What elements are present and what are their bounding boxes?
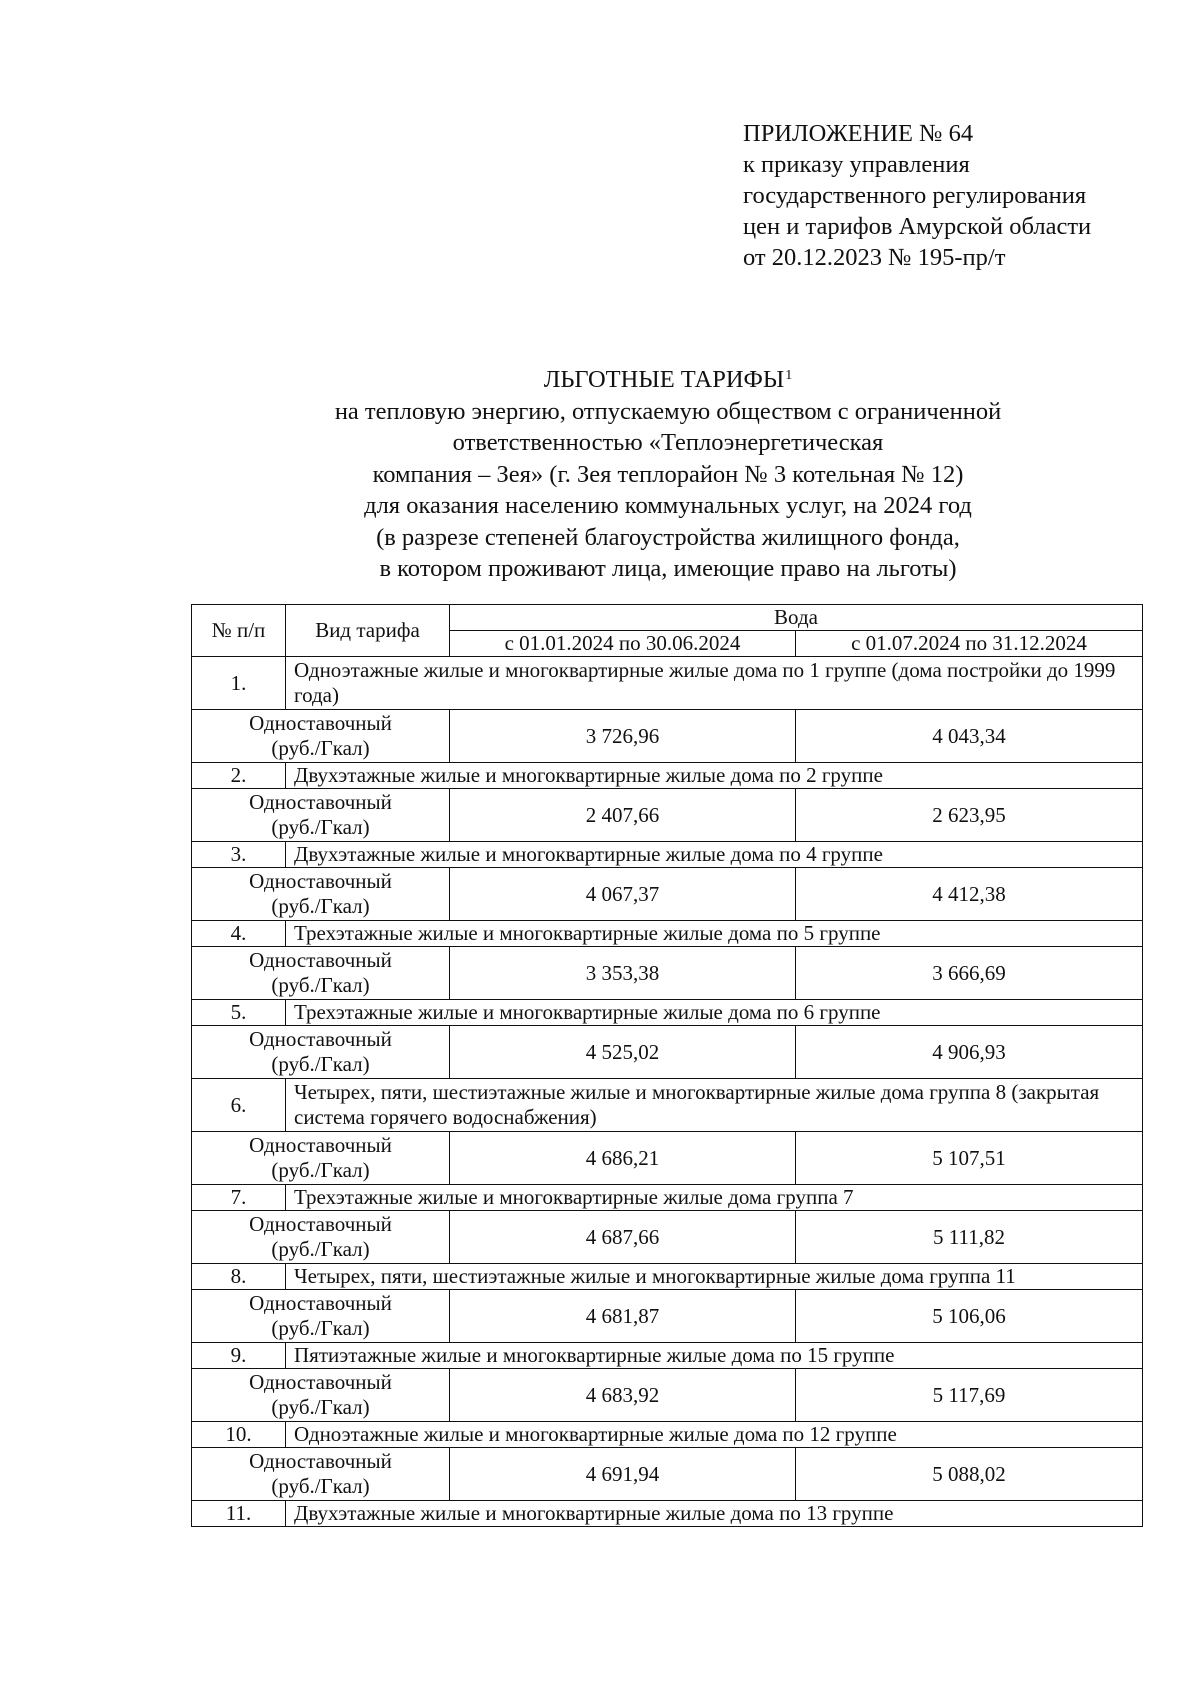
tariff-type-label: [192, 947, 450, 1000]
group-description: Пятиэтажные жилые и многоквартирные жилые дома по 15 группе: [286, 1343, 1143, 1369]
tariff-value-period-1: 4 686,21: [450, 1132, 796, 1185]
group-number: 1.: [192, 657, 286, 710]
group-description: Двухэтажные жилые и многоквартирные жилые дома по 13 группе: [286, 1501, 1143, 1527]
group-row: [192, 1185, 1143, 1211]
tariff-type-label: [192, 789, 450, 842]
tariff-value-period-2: 4 906,93: [796, 1026, 1143, 1079]
group-description: Четырех, пяти, шестиэтажные жилые и многоквартирные жилые дома группа 11: [286, 1264, 1143, 1290]
tariff-type-name: Одноставочный: [249, 790, 392, 814]
tariff-value-period-2: 5 106,06: [796, 1290, 1143, 1343]
tariff-unit: (руб./Гкал): [271, 1316, 370, 1340]
tariff-value-period-2: 5 107,51: [796, 1132, 1143, 1185]
tariff-type-label: [192, 868, 450, 921]
title-line: (в разрезе степеней благоустройства жилищного фонда,: [376, 523, 960, 551]
tariff-unit: (руб./Гкал): [271, 1052, 370, 1076]
group-number: 2.: [192, 763, 286, 789]
tariff-unit: (руб./Гкал): [271, 1237, 370, 1261]
table-header-row: [192, 605, 1143, 631]
group-number: 10.: [192, 1422, 286, 1448]
title-line: в котором проживают лица, имеющие право на льготы): [379, 555, 957, 582]
header-water: Вода: [450, 605, 1143, 631]
group-number: 7.: [192, 1185, 286, 1211]
group-description: Трехэтажные жилые и многоквартирные жилые дома по 6 группе: [286, 1000, 1143, 1026]
tariff-value-period-1: 4 681,87: [450, 1290, 796, 1343]
tariff-type-name: Одноставочный: [249, 1449, 392, 1473]
footnote-mark: 1: [785, 368, 793, 383]
tariff-row: [192, 1290, 1143, 1343]
group-row: [192, 1079, 1143, 1132]
tariff-value-period-1: 2 407,66: [450, 789, 796, 842]
group-number: 4.: [192, 921, 286, 947]
group-description: Трехэтажные жилые и многоквартирные жилые дома группа 7: [286, 1185, 1143, 1211]
appendix-authority-line: государственного регулирования: [743, 182, 1087, 209]
title-line: на тепловую энергию, отпускаемую обществом с ограниченной: [334, 397, 1002, 425]
tariff-value-period-2: 5 117,69: [796, 1369, 1143, 1422]
tariff-type-label: [192, 1026, 450, 1079]
header-period-2: с 01.07.2024 по 31.12.2024: [796, 631, 1143, 657]
tariff-row: [192, 789, 1143, 842]
tariff-value-period-2: 4 043,34: [796, 710, 1143, 763]
tariff-type-label: [192, 1448, 450, 1501]
group-row: [192, 842, 1143, 868]
tariff-type-name: Одноставочный: [249, 1291, 392, 1315]
header-period-1: с 01.01.2024 по 30.06.2024: [450, 631, 796, 657]
tariff-type-name: Одноставочный: [249, 1212, 392, 1236]
appendix-order-line: к приказу управления: [743, 151, 970, 178]
appendix-number: ПРИЛОЖЕНИЕ № 64: [743, 120, 974, 147]
tariff-row: [192, 710, 1143, 763]
group-number: 9.: [192, 1343, 286, 1369]
tariff-value-period-2: 3 666,69: [796, 947, 1143, 1000]
tariff-value-period-1: 4 683,92: [450, 1369, 796, 1422]
tariff-row: [192, 1369, 1143, 1422]
tariff-unit: (руб./Гкал): [271, 973, 370, 997]
tariff-unit: (руб./Гкал): [271, 894, 370, 918]
tariff-value-period-1: 4 525,02: [450, 1026, 796, 1079]
tariff-value-period-2: 2 623,95: [796, 789, 1143, 842]
group-number: 5.: [192, 1000, 286, 1026]
tariff-type-name: Одноставочный: [249, 1027, 392, 1051]
tariff-value-period-1: 3 726,96: [450, 710, 796, 763]
group-description: Одноэтажные жилые и многоквартирные жилые дома по 12 группе: [286, 1422, 1143, 1448]
group-row: [192, 1000, 1143, 1026]
appendix-header: [743, 118, 1183, 273]
tariff-row: [192, 868, 1143, 921]
title-line: ответственностью «Теплоэнергетическая: [452, 429, 884, 456]
tariff-unit: (руб./Гкал): [271, 815, 370, 839]
tariff-type-name: Одноставочный: [249, 711, 392, 735]
group-description: Четырех, пяти, шестиэтажные жилые и многоквартирные жилые дома группа 8 (закрытая система горячего водоснабжения): [286, 1079, 1143, 1132]
tariff-type-name: Одноставочный: [249, 948, 392, 972]
tariff-row: [192, 1448, 1143, 1501]
title-line: для оказания населению коммунальных услуг, на 2024 год: [364, 492, 972, 519]
header-num: № п/п: [192, 605, 286, 657]
tariff-value-period-2: 4 412,38: [796, 868, 1143, 921]
tariff-value-period-2: 5 088,02: [796, 1448, 1143, 1501]
tariff-value-period-1: 3 353,38: [450, 947, 796, 1000]
group-description: Двухэтажные жилые и многоквартирные жилые дома по 4 группе: [286, 842, 1143, 868]
group-number: 6.: [192, 1079, 286, 1132]
tariff-unit: (руб./Гкал): [271, 736, 370, 760]
group-description: Трехэтажные жилые и многоквартирные жилые дома по 5 группе: [286, 921, 1143, 947]
group-row: [192, 1264, 1143, 1290]
tariff-type-label: [192, 710, 450, 763]
group-number: 3.: [192, 842, 286, 868]
group-number: 11.: [192, 1501, 286, 1527]
tariff-type-label: [192, 1369, 450, 1422]
document-title: [200, 364, 1136, 585]
group-row: [192, 1501, 1143, 1527]
group-row: [192, 1343, 1143, 1369]
appendix-authority-line: цен и тарифов Амурской области: [743, 213, 1092, 240]
appendix-date-line: от 20.12.2023 № 195-пр/т: [743, 244, 1006, 271]
title-text: ЛЬГОТНЫЕ ТАРИФЫ: [543, 366, 785, 393]
tariff-type-name: Одноставочный: [249, 1370, 392, 1394]
group-row: [192, 1422, 1143, 1448]
title-main: [200, 364, 1136, 396]
tariff-type-label: [192, 1290, 450, 1343]
group-description: Одноэтажные жилые и многоквартирные жилые дома по 1 группе (дома постройки до 1999 года): [286, 657, 1143, 710]
tariff-value-period-1: 4 067,37: [450, 868, 796, 921]
group-row: [192, 921, 1143, 947]
tariff-type-name: Одноставочный: [249, 869, 392, 893]
tariff-unit: (руб./Гкал): [271, 1474, 370, 1498]
tariff-table: [191, 604, 1143, 1527]
group-description: Двухэтажные жилые и многоквартирные жилые дома по 2 группе: [286, 763, 1143, 789]
group-number: 8.: [192, 1264, 286, 1290]
tariff-type-label: [192, 1132, 450, 1185]
tariff-type-label: [192, 1211, 450, 1264]
tariff-value-period-1: 4 687,66: [450, 1211, 796, 1264]
tariff-value-period-1: 4 691,94: [450, 1448, 796, 1501]
tariff-value-period-2: 5 111,82: [796, 1211, 1143, 1264]
tariff-unit: (руб./Гкал): [271, 1158, 370, 1182]
header-tariff-type: Вид тарифа: [286, 605, 450, 657]
tariff-type-name: Одноставочный: [249, 1133, 392, 1157]
tariff-row: [192, 947, 1143, 1000]
group-row: [192, 657, 1143, 710]
tariff-row: [192, 1132, 1143, 1185]
tariff-unit: (руб./Гкал): [271, 1395, 370, 1419]
group-row: [192, 763, 1143, 789]
tariff-row: [192, 1026, 1143, 1079]
tariff-row: [192, 1211, 1143, 1264]
title-line: компания – Зея» (г. Зея теплорайон № 3 котельная № 12): [372, 460, 964, 488]
